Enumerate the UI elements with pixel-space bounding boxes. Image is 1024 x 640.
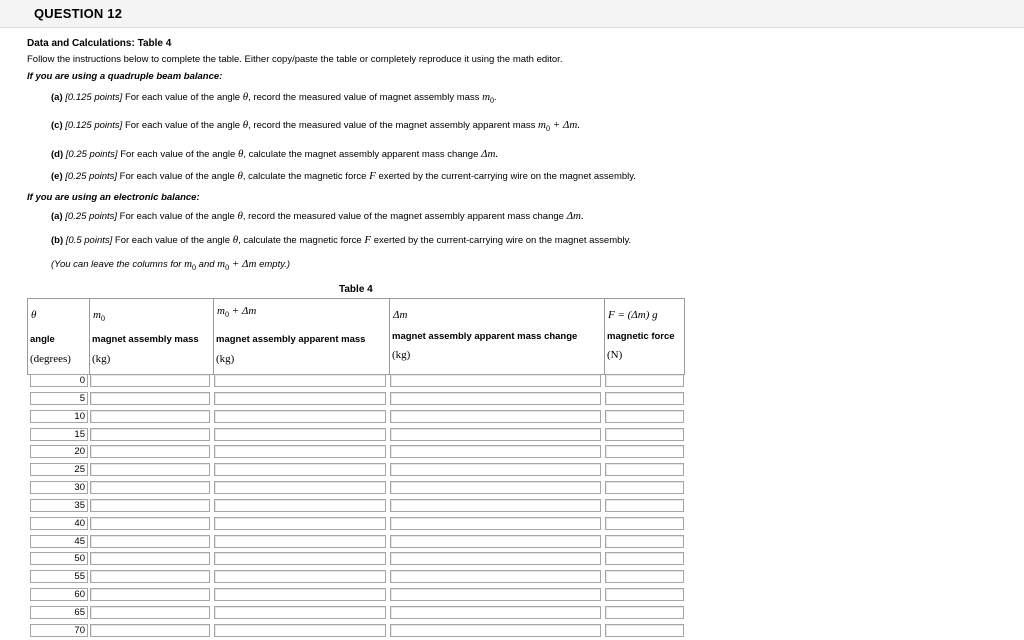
mass-input[interactable] bbox=[90, 606, 210, 619]
elec-item-a: (a) [0.25 points] For each value of the angle θ, record the measured value of the magnet assembly apparent mass change Δm. bbox=[51, 210, 584, 222]
magnetic-force-input[interactable] bbox=[605, 552, 684, 565]
quad-item-e: (e) [0.25 points] For each value of the angle θ, calculate the magnetic force F exerted by the current-carrying wire on the magnet assembly. bbox=[51, 170, 636, 182]
mass-change-input[interactable] bbox=[390, 499, 601, 512]
angle-cell: 30 bbox=[30, 481, 88, 494]
magnetic-force-input[interactable] bbox=[605, 463, 684, 476]
apparent-mass-input[interactable] bbox=[214, 535, 386, 548]
angle-cell: 35 bbox=[30, 499, 88, 512]
question-header bbox=[0, 0, 1024, 28]
magnetic-force-input[interactable] bbox=[605, 428, 684, 441]
elec-item-b: (b) [0.5 points] For each value of the angle θ, calculate the magnetic force F exerted by the current-carrying wire on the magnet assembly. bbox=[51, 234, 632, 246]
header-mass: $m_0$ magnet assembly mass (kg) bbox=[90, 299, 214, 375]
angle-cell: 50 bbox=[30, 552, 88, 565]
apparent-mass-input[interactable] bbox=[214, 410, 386, 423]
magnetic-force-input[interactable] bbox=[605, 410, 684, 423]
angle-cell: 60 bbox=[30, 588, 88, 601]
section-heading: Data and Calculations: Table 4 bbox=[27, 38, 172, 49]
mass-change-input[interactable] bbox=[390, 570, 601, 583]
electronic-balance-heading: If you are using an electronic balance: bbox=[27, 192, 200, 203]
mass-change-input[interactable] bbox=[390, 552, 601, 565]
magnetic-force-input[interactable] bbox=[605, 517, 684, 530]
magnetic-force-input[interactable] bbox=[605, 374, 684, 387]
mass-input[interactable] bbox=[90, 392, 210, 405]
quad-item-a: (a) [0.125 points] For each value of the angle θ, record the measured value of magnet assembly mass $m_0$. bbox=[51, 91, 497, 105]
magnetic-force-input[interactable] bbox=[605, 481, 684, 494]
mass-change-input[interactable] bbox=[390, 606, 601, 619]
theta-symbol: θ bbox=[242, 91, 249, 103]
m0-symbol: $m_0$ bbox=[482, 91, 495, 105]
quad-item-c: (c) [0.125 points] For each value of the angle θ, record the measured value of the magnet assembly apparent mass $m_0 + \Delta m$. bbox=[51, 119, 581, 133]
header-angle: θ angle (degrees) bbox=[28, 299, 90, 375]
apparent-mass-input[interactable] bbox=[214, 428, 386, 441]
magnetic-force-input[interactable] bbox=[605, 445, 684, 458]
mass-change-input[interactable] bbox=[390, 392, 601, 405]
empty-columns-note: (You can leave the columns for $m_0$ and $m_0 + \Delta m$ empty.) bbox=[51, 258, 291, 272]
table-caption: Table 4 bbox=[339, 284, 373, 295]
table-header bbox=[27, 298, 685, 375]
mass-change-input[interactable] bbox=[390, 517, 601, 530]
mass-input[interactable] bbox=[90, 463, 210, 476]
mass-input[interactable] bbox=[90, 517, 210, 530]
angle-cell: 45 bbox=[30, 535, 88, 548]
angle-cell: 70 bbox=[30, 624, 88, 637]
apparent-mass-input[interactable] bbox=[214, 552, 386, 565]
magnetic-force-input[interactable] bbox=[605, 624, 684, 637]
angle-cell: 20 bbox=[30, 445, 88, 458]
mass-input[interactable] bbox=[90, 624, 210, 637]
magnetic-force-input[interactable] bbox=[605, 570, 684, 583]
mass-input[interactable] bbox=[90, 570, 210, 583]
magnetic-force-input[interactable] bbox=[605, 499, 684, 512]
mass-change-input[interactable] bbox=[390, 410, 601, 423]
apparent-mass-input[interactable] bbox=[214, 392, 386, 405]
mass-input[interactable] bbox=[90, 552, 210, 565]
angle-cell: 5 bbox=[30, 392, 88, 405]
apparent-mass-input[interactable] bbox=[214, 570, 386, 583]
apparent-mass-input[interactable] bbox=[214, 445, 386, 458]
mass-input[interactable] bbox=[90, 535, 210, 548]
apparent-mass-input[interactable] bbox=[214, 463, 386, 476]
mass-change-input[interactable] bbox=[390, 445, 601, 458]
magnetic-force-input[interactable] bbox=[605, 588, 684, 601]
instructions-text: Follow the instructions below to complete the table. Either copy/paste the table or completely reproduce it using the math editor. bbox=[27, 54, 563, 65]
mass-change-input[interactable] bbox=[390, 463, 601, 476]
mass-input[interactable] bbox=[90, 588, 210, 601]
mass-change-input[interactable] bbox=[390, 428, 601, 441]
mass-input[interactable] bbox=[90, 374, 210, 387]
mass-input[interactable] bbox=[90, 428, 210, 441]
mass-change-input[interactable] bbox=[390, 481, 601, 494]
mass-input[interactable] bbox=[90, 445, 210, 458]
mass-change-input[interactable] bbox=[390, 535, 601, 548]
mass-change-input[interactable] bbox=[390, 624, 601, 637]
apparent-mass-input[interactable] bbox=[214, 499, 386, 512]
apparent-mass-input[interactable] bbox=[214, 481, 386, 494]
angle-cell: 40 bbox=[30, 517, 88, 530]
apparent-mass-input[interactable] bbox=[214, 624, 386, 637]
mass-change-input[interactable] bbox=[390, 588, 601, 601]
mass-input[interactable] bbox=[90, 499, 210, 512]
mass-input[interactable] bbox=[90, 481, 210, 494]
mass-change-input[interactable] bbox=[390, 374, 601, 387]
magnetic-force-input[interactable] bbox=[605, 392, 684, 405]
magnetic-force-input[interactable] bbox=[605, 606, 684, 619]
mass-input[interactable] bbox=[90, 410, 210, 423]
header-magnetic-force: F = (Δm) g magnetic force (N) bbox=[605, 299, 685, 375]
apparent-mass-input[interactable] bbox=[214, 606, 386, 619]
quad-item-d: (d) [0.25 points] For each value of the angle θ, calculate the magnet assembly apparent mass change Δm. bbox=[51, 148, 499, 160]
angle-cell: 55 bbox=[30, 570, 88, 583]
apparent-mass-input[interactable] bbox=[214, 517, 386, 530]
angle-cell: 15 bbox=[30, 428, 88, 441]
magnetic-force-input[interactable] bbox=[605, 535, 684, 548]
header-mass-change: Δm magnet assembly apparent mass change (kg) bbox=[390, 299, 605, 375]
apparent-mass-input[interactable] bbox=[214, 374, 386, 387]
header-apparent-mass: $m_0 + \Delta m$ magnet assembly apparent mass (kg) bbox=[214, 299, 390, 375]
apparent-mass-input[interactable] bbox=[214, 588, 386, 601]
angle-cell: 65 bbox=[30, 606, 88, 619]
angle-cell: 0 bbox=[30, 374, 88, 387]
angle-cell: 10 bbox=[30, 410, 88, 423]
question-title: QUESTION 12 bbox=[34, 6, 123, 21]
angle-cell: 25 bbox=[30, 463, 88, 476]
quad-balance-heading: If you are using a quadruple beam balance: bbox=[27, 71, 223, 82]
